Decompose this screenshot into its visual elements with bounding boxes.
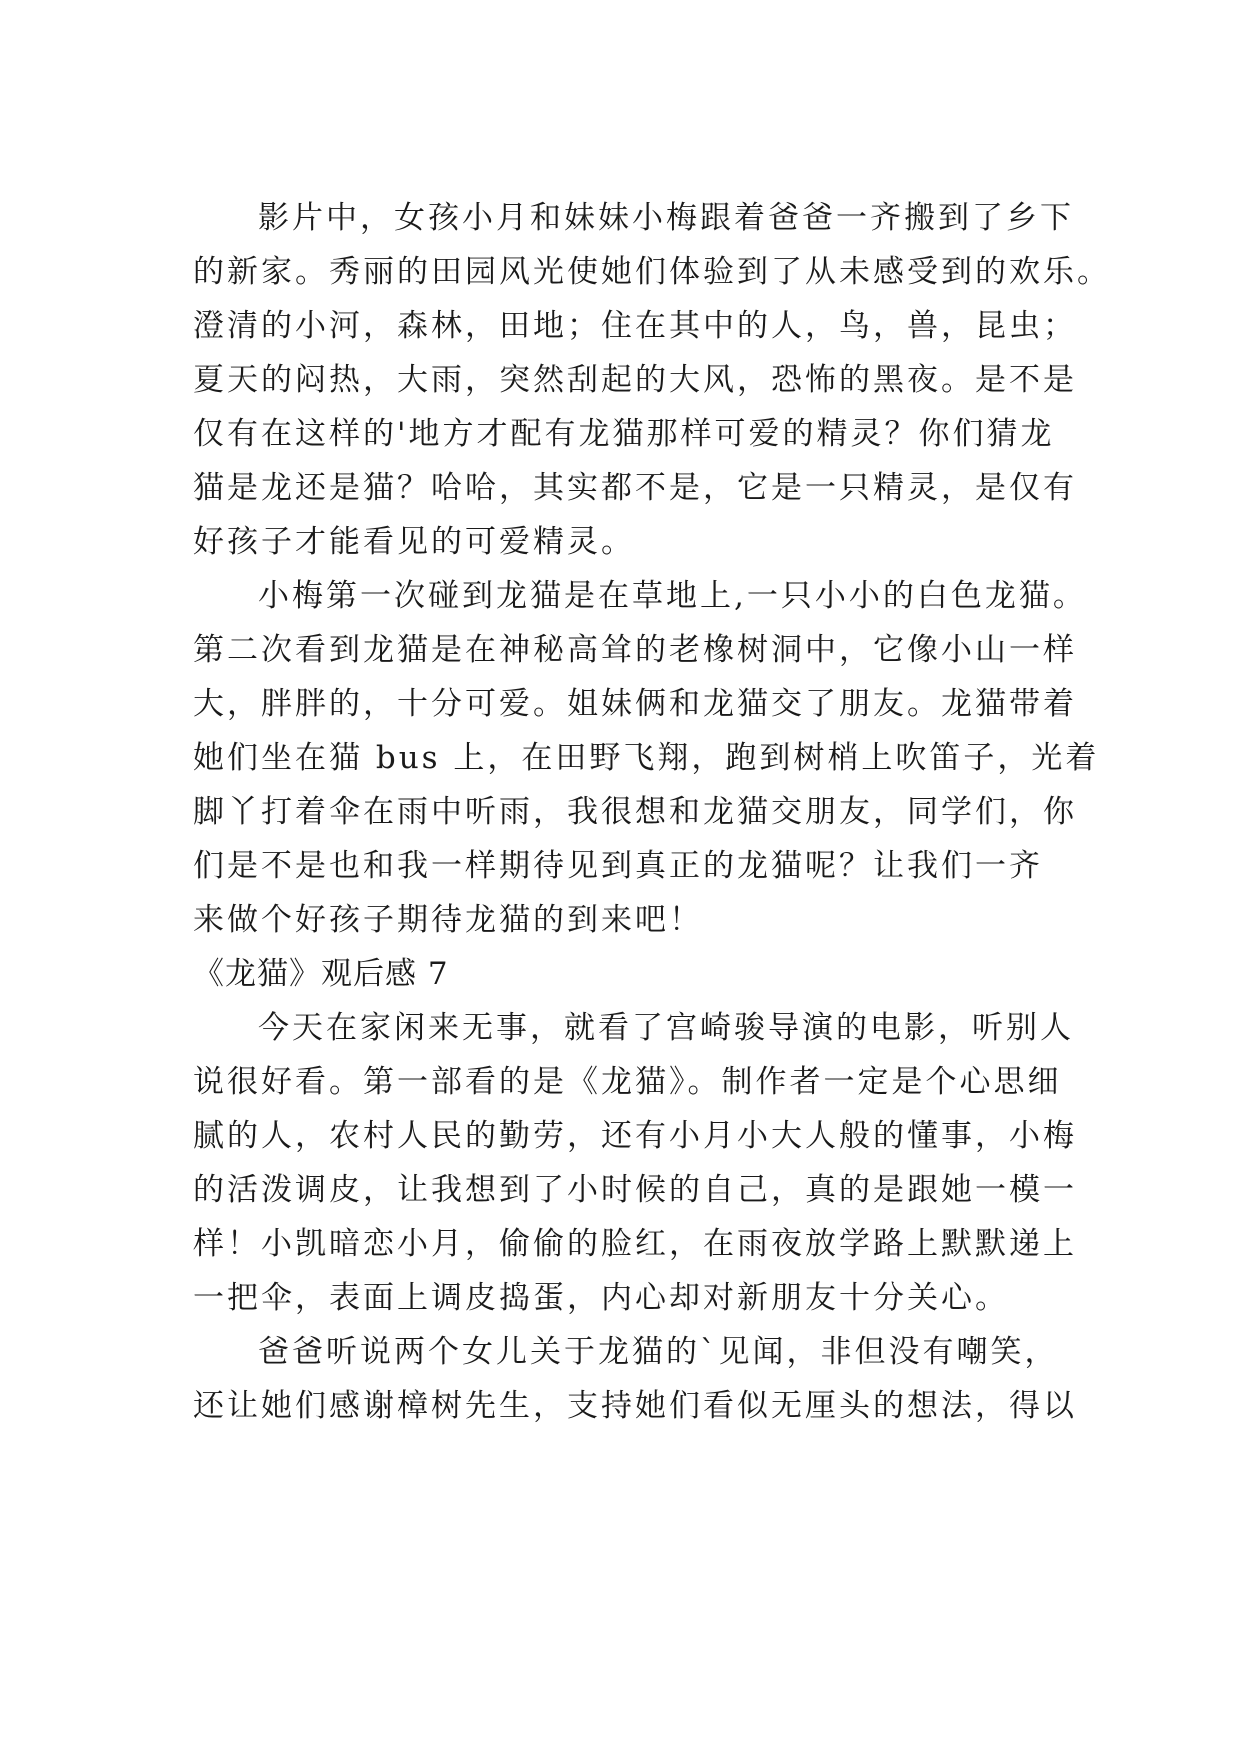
paragraph-2-line-5: 脚丫打着伞在雨中听雨，我很想和龙猫交朋友，同学们，你: [193, 794, 1077, 830]
paragraph-4-line-2: 还让她们感谢樟树先生，支持她们看似无厘头的想法，得以: [193, 1388, 1077, 1424]
paragraph-2-line-1: 小梅第一次碰到龙猫是在草地上,一只小小的白色龙猫。: [258, 578, 1087, 614]
paragraph-3-line-2: 说很好看。第一部看的是《龙猫》。制作者一定是个心思细: [193, 1064, 1062, 1100]
paragraph-2-line-3: 大，胖胖的，十分可爱。姐妹俩和龙猫交了朋友。龙猫带着: [193, 686, 1077, 722]
paragraph-2-line-4: 她们坐在猫 bus 上，在田野飞翔，跑到树梢上吹笛子，光着: [193, 740, 1100, 776]
paragraph-3-line-1: 今天在家闲来无事，就看了宫崎骏导演的电影，听别人: [258, 1010, 1074, 1046]
paragraph-1-line-6: 猫是龙还是猫？哈哈，其实都不是，它是一只精灵，是仅有: [193, 470, 1077, 506]
section-heading: 《龙猫》观后感 7: [193, 956, 449, 992]
paragraph-3-line-3: 腻的人，农村人民的勤劳，还有小月小大人般的懂事，小梅: [193, 1118, 1077, 1154]
paragraph-1-line-1: 影片中，女孩小月和妹妹小梅跟着爸爸一齐搬到了乡下: [258, 200, 1074, 236]
paragraph-1-line-5: 仅有在这样的'地方才配有龙猫那样可爱的精灵？你们猜龙: [193, 416, 1055, 452]
paragraph-4-line-1: 爸爸听说两个女儿关于龙猫的`见闻，非但没有嘲笑，: [258, 1334, 1059, 1370]
paragraph-1-line-7: 好孩子才能看见的可爱精灵。: [193, 524, 635, 560]
paragraph-3-line-4: 的活泼调皮，让我想到了小时候的自己，真的是跟她一模一: [193, 1172, 1077, 1208]
paragraph-3-line-5: 样！小凯暗恋小月，偷偷的脸红，在雨夜放学路上默默递上: [193, 1226, 1077, 1262]
paragraph-1-line-4: 夏天的闷热，大雨，突然刮起的大风，恐怖的黑夜。是不是: [193, 362, 1077, 398]
paragraph-2-line-7: 来做个好孩子期待龙猫的到来吧！: [193, 902, 703, 938]
paragraph-3-line-6: 一把伞，表面上调皮捣蛋，内心却对新朋友十分关心。: [193, 1280, 1009, 1316]
paragraph-2-line-6: 们是不是也和我一样期待见到真正的龙猫呢？让我们一齐: [193, 848, 1043, 884]
paragraph-1-line-3: 澄清的小河，森林，田地；住在其中的人，鸟，兽，昆虫；: [193, 308, 1077, 344]
paragraph-1-line-2: 的新家。秀丽的田园风光使她们体验到了从未感受到的欢乐。: [193, 254, 1111, 290]
paragraph-2-line-2: 第二次看到龙猫是在神秘高耸的老橡树洞中，它像小山一样: [193, 632, 1077, 668]
